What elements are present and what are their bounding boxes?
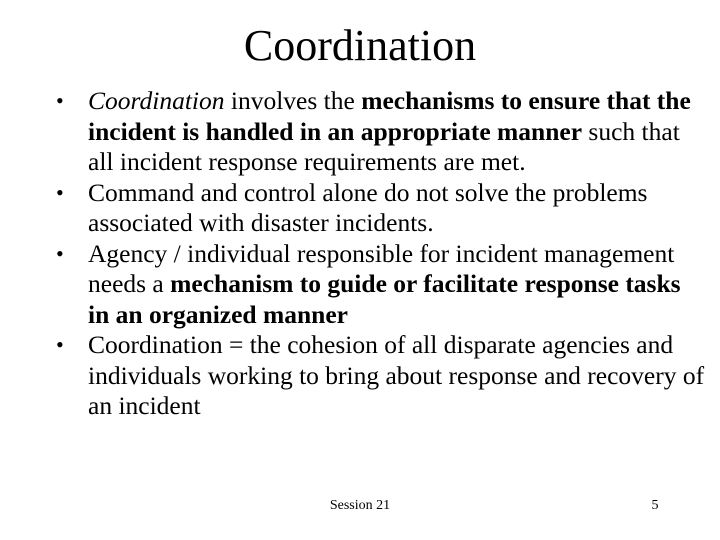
footer-session-label: Session 21 — [329, 498, 391, 513]
bullet-text: Agency / individual responsible for incident management needs a — [88, 238, 675, 298]
bullet-item — [56, 177, 708, 239]
bullet-text-italic: Coordination — [88, 86, 225, 115]
bullet-item — [56, 238, 708, 331]
page-number: 5 — [651, 498, 659, 513]
bullet-icon: • — [56, 179, 64, 205]
bullet-icon: • — [56, 88, 64, 113]
bullet-item — [56, 330, 708, 422]
bullet-item — [56, 86, 708, 178]
bullet-text: Command and control alone do not solve the problems associated with disaster incidents. — [88, 177, 648, 237]
bullet-text-bold: mechanism to guide or facilitate response tasks in an organized manner — [88, 269, 681, 329]
slide-title: Coordination — [243, 21, 477, 70]
bullet-text: Coordination = the cohesion of all disparate agencies and individuals working to bring about response and recovery of an incident — [88, 330, 705, 420]
bullet-list — [56, 86, 708, 422]
bullet-text-bold: mechanisms to ensure that the incident is handled in an appropriate manner — [88, 86, 691, 146]
bullet-text: involves the — [224, 86, 362, 115]
bullet-icon: • — [56, 240, 64, 266]
bullet-icon: • — [56, 332, 64, 357]
bullet-text: such that all incident response requirements are met. — [88, 116, 680, 176]
